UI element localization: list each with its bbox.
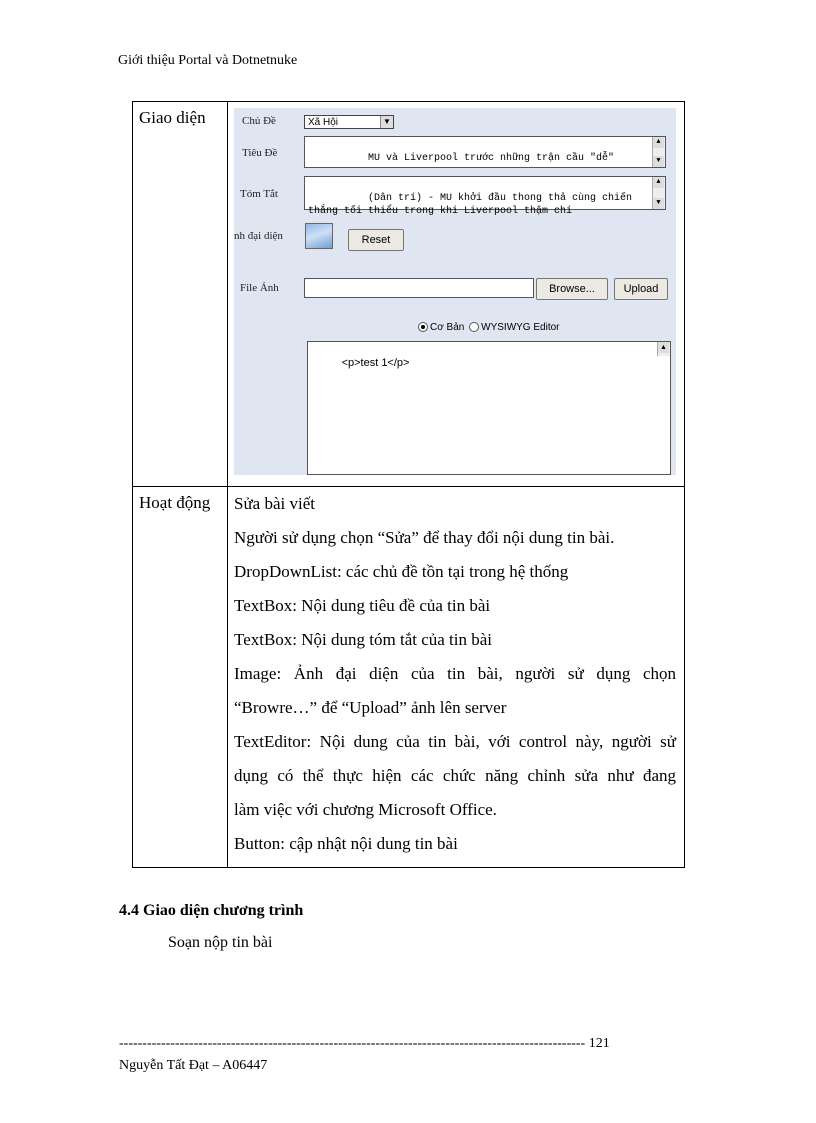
radio-basic[interactable] <box>418 322 428 332</box>
footer-dashes: ---------------------------------------------------------------------------------------------------- <box>119 1036 586 1051</box>
activity-line: TextBox: Nội dung tiêu đề của tin bài <box>234 596 491 615</box>
topic-label: Chủ Đề <box>242 115 276 127</box>
radio-wysiwyg-label: WYSIWYG Editor <box>481 322 560 333</box>
title-label: Tiêu Đề <box>242 147 278 159</box>
activity-line: dụng có thể thực hiện các chức năng chỉnh sửa như đang <box>234 766 676 785</box>
image-label: nh đại diện <box>234 230 283 242</box>
header-title: Giới thiệu Portal và Dotnetnuke <box>118 53 298 68</box>
file-label: File Ảnh <box>240 282 279 294</box>
content-editor[interactable] <box>307 341 671 475</box>
summary-value: (Dân trí) - MU khởi đầu thong thả cùng chiến thắng tối thiểu trong khi Liverpool thậm chí <box>308 193 633 217</box>
activity-line: làm việc với chương Microsoft Office. <box>234 800 497 819</box>
row-label-activity: Hoạt động <box>133 487 228 868</box>
editor-scrollbar[interactable] <box>657 342 670 356</box>
activity-line: DropDownList: các chủ đề tồn tại trong hệ thống <box>234 562 569 581</box>
activity-line: “Browre…” để “Upload” ảnh lên server <box>234 698 507 717</box>
file-input[interactable] <box>304 278 534 298</box>
activity-cell <box>228 487 685 868</box>
editor-mode-radio-group <box>416 322 560 333</box>
chevron-down-icon[interactable]: ▼ <box>380 116 393 128</box>
activity-line: Button: cập nhật nội dung tin bài <box>234 834 458 853</box>
scroll-up-icon[interactable]: ▲ <box>658 342 669 353</box>
interface-cell <box>228 102 685 487</box>
page-number: 121 <box>588 1036 610 1051</box>
reset-button[interactable]: Reset <box>348 229 404 251</box>
activity-line: Sửa bài viết <box>234 494 315 513</box>
topic-dropdown[interactable] <box>304 115 394 129</box>
title-textbox[interactable] <box>304 136 666 168</box>
row-label-interface: Giao diện <box>133 102 228 487</box>
activity-line: TextBox: Nội dung tóm tắt của tin bài <box>234 630 493 649</box>
title-value: MU và Liverpool trước những trận cầu "dễ" <box>368 153 615 164</box>
description-table <box>132 101 685 868</box>
summary-textbox[interactable] <box>304 176 666 217</box>
activity-line: Image: Ảnh đại diện của tin bài, người sử dụng chọn <box>234 664 676 683</box>
footer-author: Nguyễn Tất Đạt – A06447 <box>119 1058 268 1073</box>
editor-content: <p>test 1</p> <box>341 357 410 369</box>
scroll-down-icon[interactable]: ▼ <box>653 198 664 209</box>
radio-wysiwyg[interactable] <box>469 322 479 332</box>
topic-value: Xã Hội <box>308 117 339 128</box>
section-subheading: Soạn nộp tin bài <box>168 934 273 951</box>
scroll-up-icon[interactable]: ▲ <box>653 177 664 188</box>
radio-basic-label: Cơ Bản <box>430 322 465 333</box>
summary-label: Tóm Tắt <box>240 188 278 200</box>
section-heading: 4.4 Giao diện chương trình <box>119 902 304 919</box>
activity-line: TextEditor: Nội dung của tin bài, với control này, người sử <box>234 732 676 751</box>
activity-line: Người sử dụng chọn “Sửa” để thay đổi nội dung tin bài. <box>234 528 615 547</box>
summary-scrollbar[interactable] <box>652 177 665 209</box>
footer-rule <box>119 1036 610 1052</box>
title-scrollbar[interactable] <box>652 137 665 167</box>
upload-button[interactable]: Upload <box>614 278 668 300</box>
scroll-up-icon[interactable]: ▲ <box>653 137 664 148</box>
browse-button[interactable]: Browse... <box>536 278 608 300</box>
image-thumbnail-icon <box>305 223 333 249</box>
edit-form-screenshot <box>234 108 676 475</box>
scroll-down-icon[interactable]: ▼ <box>653 156 664 167</box>
